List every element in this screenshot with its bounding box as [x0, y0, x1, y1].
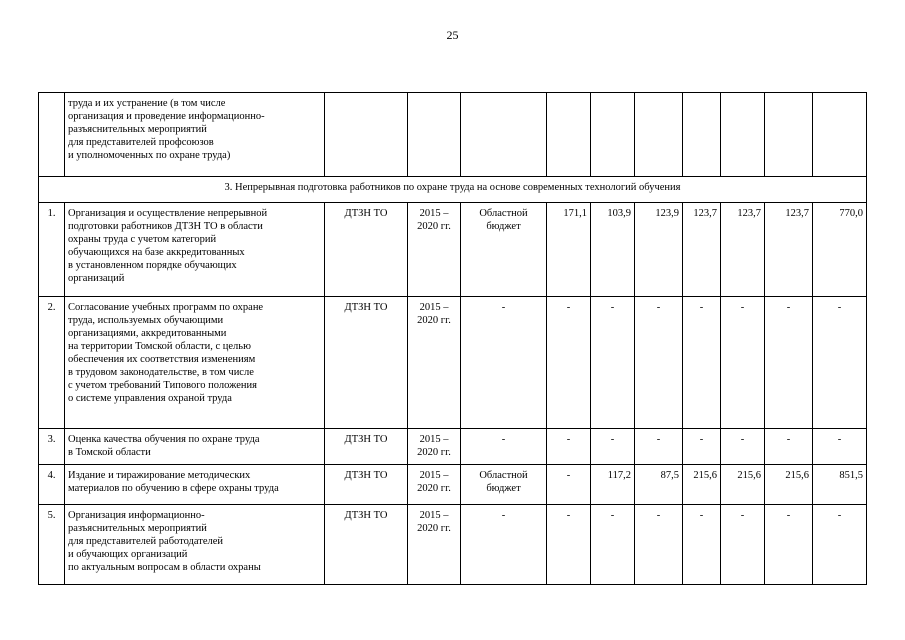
- table-row: [39, 505, 867, 585]
- period-cell: 2015 – 2020 гг.: [408, 203, 461, 297]
- value-cell: [591, 93, 635, 177]
- row-number: 4.: [39, 465, 65, 505]
- value-cell: -: [813, 505, 867, 585]
- value-cell: 215,6: [683, 465, 721, 505]
- program-activities-table: [38, 92, 867, 585]
- funding-source-cell: -: [461, 505, 547, 585]
- value-cell: 215,6: [765, 465, 813, 505]
- value-cell: 851,5: [813, 465, 867, 505]
- value-cell: [721, 93, 765, 177]
- value-cell: -: [765, 429, 813, 465]
- table-row: [39, 465, 867, 505]
- table-row: [39, 297, 867, 429]
- value-cell: -: [591, 429, 635, 465]
- value-cell: 117,2: [591, 465, 635, 505]
- num-cell: [39, 93, 65, 177]
- value-cell: 123,7: [683, 203, 721, 297]
- activity-text: Оценка качества обучения по охране труда в Томской области: [65, 429, 325, 465]
- value-cell: -: [683, 297, 721, 429]
- activity-text: Издание и тиражирование методических материалов по обучению в сфере охраны труда: [65, 465, 325, 505]
- value-cell: -: [591, 505, 635, 585]
- value-cell: -: [683, 429, 721, 465]
- continuation-row: [39, 93, 867, 177]
- value-cell: 103,9: [591, 203, 635, 297]
- value-cell: [813, 93, 867, 177]
- value-cell: -: [765, 505, 813, 585]
- value-cell: -: [547, 505, 591, 585]
- value-cell: -: [635, 297, 683, 429]
- value-cell: -: [721, 505, 765, 585]
- value-cell: -: [765, 297, 813, 429]
- value-cell: [683, 93, 721, 177]
- value-cell: 215,6: [721, 465, 765, 505]
- value-cell: 87,5: [635, 465, 683, 505]
- section-header-row: [39, 177, 867, 203]
- value-cell: -: [635, 505, 683, 585]
- value-cell: 123,9: [635, 203, 683, 297]
- period-cell: 2015 – 2020 гг.: [408, 297, 461, 429]
- table-row: [39, 429, 867, 465]
- source-cell: [461, 93, 547, 177]
- value-cell: [765, 93, 813, 177]
- table-row: [39, 203, 867, 297]
- executor-cell: ДТЗН ТО: [325, 465, 408, 505]
- funding-source-cell: -: [461, 429, 547, 465]
- row-number: 3.: [39, 429, 65, 465]
- activity-text: Организация и осуществление непрерывной подготовки работников ДТЗН ТО в области охраны труда с учетом категорий обучающихся на базе аккредитованных в установленном порядке обучающих организаций: [65, 203, 325, 297]
- period-cell: 2015 – 2020 гг.: [408, 505, 461, 585]
- period-cell: [408, 93, 461, 177]
- period-cell: 2015 – 2020 гг.: [408, 465, 461, 505]
- executor-cell: ДТЗН ТО: [325, 297, 408, 429]
- value-cell: -: [547, 465, 591, 505]
- value-cell: -: [635, 429, 683, 465]
- value-cell: -: [591, 297, 635, 429]
- value-cell: [547, 93, 591, 177]
- activity-text: труда и их устранение (в том числе организация и проведение информационно- разъяснительных мероприятий для представителей профсоюзов и уполномоченных по охране труда): [65, 93, 325, 177]
- funding-source-cell: Областной бюджет: [461, 203, 547, 297]
- executor-cell: [325, 93, 408, 177]
- page-number: 25: [446, 28, 459, 42]
- executor-cell: ДТЗН ТО: [325, 203, 408, 297]
- value-cell: 123,7: [765, 203, 813, 297]
- activity-text: Согласование учебных программ по охране труда, используемых обучающими организациями, аккредитованными на территории Томской области, с целью обеспечения их соответствия изменениям в трудовом законодательстве, в том числе с учетом требований Типового положения о системе управления охраной труда: [65, 297, 325, 429]
- row-number: 5.: [39, 505, 65, 585]
- value-cell: -: [721, 429, 765, 465]
- executor-cell: ДТЗН ТО: [325, 505, 408, 585]
- row-number: 2.: [39, 297, 65, 429]
- value-cell: -: [813, 429, 867, 465]
- value-cell: 123,7: [721, 203, 765, 297]
- value-cell: -: [683, 505, 721, 585]
- value-cell: 770,0: [813, 203, 867, 297]
- section-title: 3. Непрерывная подготовка работников по охране труда на основе современных технологий обучения: [39, 177, 867, 203]
- executor-cell: ДТЗН ТО: [325, 429, 408, 465]
- value-cell: [635, 93, 683, 177]
- funding-source-cell: Областной бюджет: [461, 465, 547, 505]
- value-cell: -: [547, 429, 591, 465]
- value-cell: -: [813, 297, 867, 429]
- value-cell: 171,1: [547, 203, 591, 297]
- row-number: 1.: [39, 203, 65, 297]
- value-cell: -: [721, 297, 765, 429]
- activity-text: Организация информационно- разъяснительных мероприятий для представителей работодателей и обучающих организаций по актуальным вопросам в области охраны: [65, 505, 325, 585]
- value-cell: -: [547, 297, 591, 429]
- period-cell: 2015 – 2020 гг.: [408, 429, 461, 465]
- funding-source-cell: -: [461, 297, 547, 429]
